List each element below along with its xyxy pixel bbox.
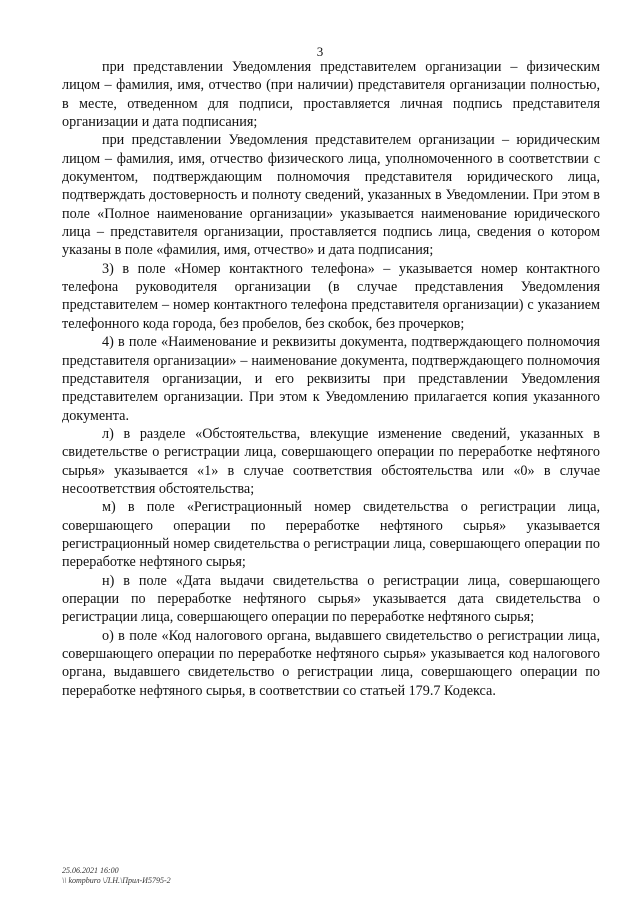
paragraph-item-n: н) в поле «Дата выдачи свидетельства о регистрации лица, совершающего операции по переработке нефтяного сырья» указывается дата свидетельства о регистрации лица, совершающего операции по переработке нефтяного сырья;: [62, 572, 600, 626]
page-number: 3: [316, 44, 324, 59]
paragraph-authority-document: 4) в поле «Наименование и реквизиты документа, подтверждающего полномочия представителя организации» – наименование документа, подтверждающего полномочия представителя организации, и его реквизиты при представлении Уведомления представителем организации. При этом к Уведомлению прилагается копия указанного документа.: [62, 334, 600, 424]
footer-file-path: \\ kompburo \Л.Н.\Прил-И5795-2: [62, 876, 171, 885]
paragraph-item-m: м) в поле «Регистрационный номер свидетельства о регистрации лица, совершающего операции по переработке нефтяного сырья» указывается регистрационный номер свидетельства о регистрации лица, совершающего операции по переработке нефтяного сырья;: [62, 499, 600, 571]
paragraph-contact-phone: 3) в поле «Номер контактного телефона» – указывается номер контактного телефона руководителя организации (в случае представления Уведомления представителем – номер контактного телефона представителя организации) с указанием телефонного кода города, без пробелов, без скобок, без прочерков;: [62, 260, 600, 332]
document-body: [62, 58, 600, 700]
paragraph-representative-legal-entity: при представлении Уведомления представителем организации – юридическим лицом – фамилия, имя, отчество физического лица, уполномоченного в соответствии с документом, подтверждающим полномочия представителя юридического лица, подтверждать достоверность и полноту сведений, указанных в Уведомлении. При этом в поле «Полное наименование организации» указывается наименование юридического лица – представителя организации, проставляется подпись лица, сведения о котором указаны в поле «фамилия, имя, отчество» и дата подписания;: [62, 132, 600, 259]
footer-date: 25.06.2021 16:00: [62, 866, 119, 875]
paragraph-representative-individual: при представлении Уведомления представителем организации – физическим лицом – фамилия, имя, отчество (при наличии) представителя организации полностью, в месте, отведенном для подписи, проставляется личная подпись представителя организации и дата подписания;: [62, 59, 600, 131]
footer-stamp: [62, 866, 171, 886]
paragraph-item-o: о) в поле «Код налогового органа, выдавшего свидетельство о регистрации лица, совершающего операции по переработке нефтяного сырья» указывается код налогового органа, выдавшего свидетельство о регистрации лица, совершающего операции по переработке нефтяного сырья, в соответствии со статьей 179.7 Кодекса.: [62, 627, 600, 699]
paragraph-item-l: л) в разделе «Обстоятельства, влекущие изменение сведений, указанных в свидетельстве о регистрации лица, совершающего операции по переработке нефтяного сырья» указывается «1» в случае соответствия обстоятельства или «0» в случае несоответствия обстоятельства;: [62, 425, 600, 497]
